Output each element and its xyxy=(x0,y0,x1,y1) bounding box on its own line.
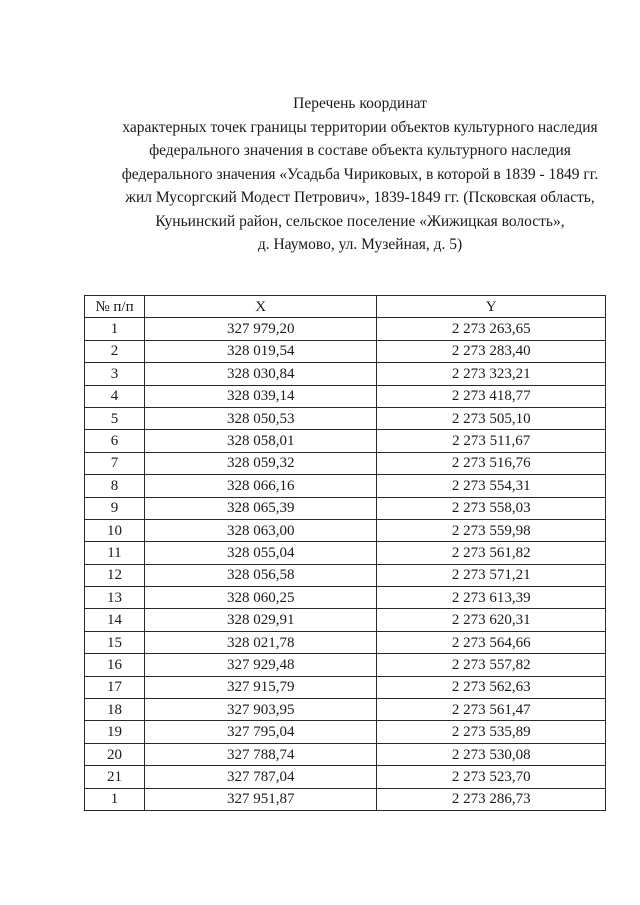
table-row xyxy=(85,385,606,407)
point-number-cell: 10 xyxy=(85,519,145,541)
table-row xyxy=(85,475,606,497)
header-x: X xyxy=(144,296,377,318)
point-number-cell: 11 xyxy=(85,542,145,564)
y-coordinate-cell: 2 273 554,31 xyxy=(377,475,606,497)
x-coordinate-cell: 328 056,58 xyxy=(144,564,377,586)
x-coordinate-cell: 328 060,25 xyxy=(144,587,377,609)
x-coordinate-cell: 328 063,00 xyxy=(144,519,377,541)
y-coordinate-cell: 2 273 561,47 xyxy=(377,699,606,721)
table-row xyxy=(85,497,606,519)
x-coordinate-cell: 327 979,20 xyxy=(144,318,377,340)
point-number-cell: 7 xyxy=(85,452,145,474)
table-row xyxy=(85,519,606,541)
x-coordinate-cell: 327 929,48 xyxy=(144,654,377,676)
point-number-cell: 8 xyxy=(85,475,145,497)
table-row xyxy=(85,609,606,631)
title-line: федерального значения в составе объекта культурного наследия xyxy=(149,142,571,159)
point-number-cell: 1 xyxy=(85,788,145,810)
x-coordinate-cell: 328 019,54 xyxy=(144,340,377,362)
coordinates-table xyxy=(84,295,606,811)
table-row xyxy=(85,318,606,340)
x-coordinate-cell: 328 050,53 xyxy=(144,407,377,429)
x-coordinate-cell: 327 951,87 xyxy=(144,788,377,810)
point-number-cell: 9 xyxy=(85,497,145,519)
table-row xyxy=(85,452,606,474)
title-line: жил Мусоргский Модест Петрович», 1839-1849 гг. (Псковская область, xyxy=(125,189,595,206)
table-row xyxy=(85,363,606,385)
document-title xyxy=(60,92,640,257)
point-number-cell: 15 xyxy=(85,631,145,653)
y-coordinate-cell: 2 273 530,08 xyxy=(377,743,606,765)
table-body xyxy=(85,318,606,811)
point-number-cell: 13 xyxy=(85,587,145,609)
point-number-cell: 21 xyxy=(85,766,145,788)
point-number-cell: 20 xyxy=(85,743,145,765)
y-coordinate-cell: 2 273 516,76 xyxy=(377,452,606,474)
x-coordinate-cell: 327 795,04 xyxy=(144,721,377,743)
header-point-number: № п/п xyxy=(85,296,145,318)
title-line: д. Наумово, ул. Музейная, д. 5) xyxy=(257,236,463,253)
table-row xyxy=(85,699,606,721)
table-row xyxy=(85,542,606,564)
title-line: Перечень координат xyxy=(293,95,427,112)
y-coordinate-cell: 2 273 564,66 xyxy=(377,631,606,653)
table-row xyxy=(85,587,606,609)
y-coordinate-cell: 2 273 286,73 xyxy=(377,788,606,810)
point-number-cell: 1 xyxy=(85,318,145,340)
y-coordinate-cell: 2 273 613,39 xyxy=(377,587,606,609)
point-number-cell: 18 xyxy=(85,699,145,721)
y-coordinate-cell: 2 273 571,21 xyxy=(377,564,606,586)
x-coordinate-cell: 327 915,79 xyxy=(144,676,377,698)
table-row xyxy=(85,788,606,810)
title-line: федерального значения «Усадьба Чириковых, в которой в 1839 - 1849 гг. xyxy=(121,165,599,183)
table-header-row xyxy=(85,296,606,318)
point-number-cell: 19 xyxy=(85,721,145,743)
x-coordinate-cell: 328 066,16 xyxy=(144,475,377,497)
x-coordinate-cell: 328 030,84 xyxy=(144,363,377,385)
y-coordinate-cell: 2 273 561,82 xyxy=(377,542,606,564)
point-number-cell: 17 xyxy=(85,676,145,698)
y-coordinate-cell: 2 273 558,03 xyxy=(377,497,606,519)
y-coordinate-cell: 2 273 283,40 xyxy=(377,340,606,362)
y-coordinate-cell: 2 273 263,65 xyxy=(377,318,606,340)
y-coordinate-cell: 2 273 557,82 xyxy=(377,654,606,676)
table-row xyxy=(85,564,606,586)
y-coordinate-cell: 2 273 323,21 xyxy=(377,363,606,385)
point-number-cell: 4 xyxy=(85,385,145,407)
y-coordinate-cell: 2 273 511,67 xyxy=(377,430,606,452)
table-row xyxy=(85,676,606,698)
table-row xyxy=(85,430,606,452)
y-coordinate-cell: 2 273 559,98 xyxy=(377,519,606,541)
y-coordinate-cell: 2 273 620,31 xyxy=(377,609,606,631)
point-number-cell: 5 xyxy=(85,407,145,429)
x-coordinate-cell: 328 058,01 xyxy=(144,430,377,452)
point-number-cell: 3 xyxy=(85,363,145,385)
x-coordinate-cell: 328 021,78 xyxy=(144,631,377,653)
header-y: Y xyxy=(377,296,606,318)
x-coordinate-cell: 327 903,95 xyxy=(144,699,377,721)
point-number-cell: 2 xyxy=(85,340,145,362)
table-row xyxy=(85,743,606,765)
title-line: характерных точек границы территории объектов культурного наследия xyxy=(122,118,598,136)
x-coordinate-cell: 327 788,74 xyxy=(144,743,377,765)
y-coordinate-cell: 2 273 418,77 xyxy=(377,385,606,407)
x-coordinate-cell: 328 065,39 xyxy=(144,497,377,519)
table-row xyxy=(85,407,606,429)
table-row xyxy=(85,766,606,788)
title-line: Куньинский район, сельское поселение «Жижицкая волость», xyxy=(155,212,565,230)
table-row xyxy=(85,721,606,743)
y-coordinate-cell: 2 273 523,70 xyxy=(377,766,606,788)
point-number-cell: 12 xyxy=(85,564,145,586)
y-coordinate-cell: 2 273 505,10 xyxy=(377,407,606,429)
point-number-cell: 16 xyxy=(85,654,145,676)
x-coordinate-cell: 328 059,32 xyxy=(144,452,377,474)
table-row xyxy=(85,654,606,676)
point-number-cell: 6 xyxy=(85,430,145,452)
x-coordinate-cell: 328 029,91 xyxy=(144,609,377,631)
x-coordinate-cell: 328 039,14 xyxy=(144,385,377,407)
table-row xyxy=(85,340,606,362)
x-coordinate-cell: 328 055,04 xyxy=(144,542,377,564)
point-number-cell: 14 xyxy=(85,609,145,631)
x-coordinate-cell: 327 787,04 xyxy=(144,766,377,788)
y-coordinate-cell: 2 273 562,63 xyxy=(377,676,606,698)
y-coordinate-cell: 2 273 535,89 xyxy=(377,721,606,743)
table-row xyxy=(85,631,606,653)
